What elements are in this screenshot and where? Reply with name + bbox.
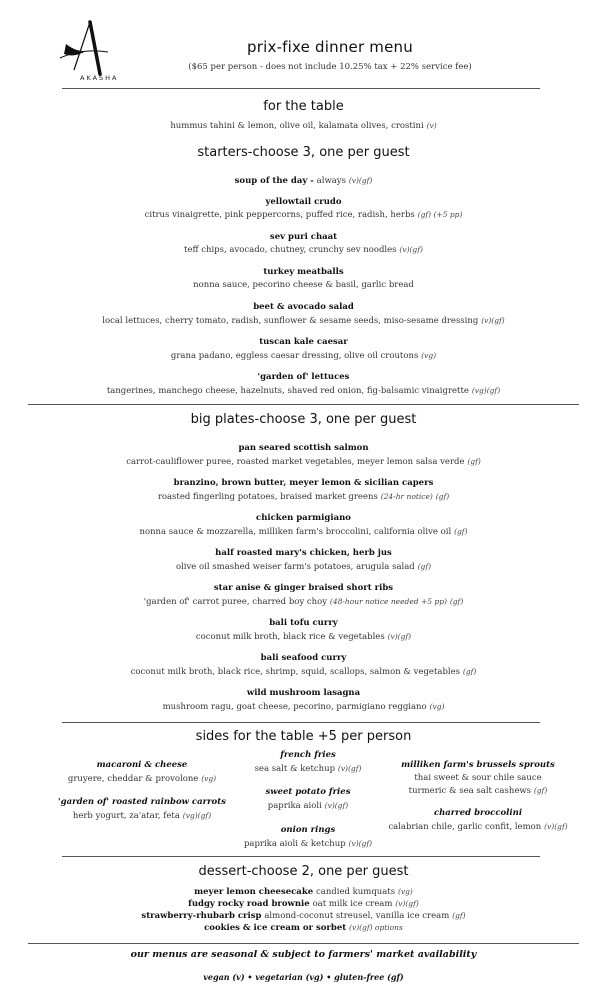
side-item-desc: sea salt & ketchup (v)(gf) [254, 764, 362, 774]
side-item-name: macaroni & cheese [96, 760, 188, 770]
section-heading-big-plates: big plates-choose 3, one per guest [190, 412, 417, 427]
side-item-desc: thai sweet & sour chile sauce [414, 773, 542, 783]
side-item-desc: turmeric & sea salt cashews (gf) [408, 786, 548, 796]
starter-item-name: sev puri chaat [269, 232, 338, 242]
side-item-name: onion rings [280, 825, 336, 835]
side-item-name: charred broccolini [433, 808, 523, 818]
dessert-item: cookies & ice cream or sorbet (v)(gf) options [204, 923, 403, 933]
side-item-desc: paprika aioli & ketchup (v)(gf) [243, 839, 373, 849]
side-item-name: sweet potato fries [265, 787, 351, 797]
akasha-logo-mark-icon [56, 18, 118, 80]
for-the-table-desc: hummus tahini & lemon, olive oil, kalamata olives, crostini (v) [170, 121, 437, 131]
divider [28, 404, 579, 405]
starter-item-desc: local lettuces, cherry tomato, radish, sunflower & sesame seeds, miso-sesame dressing (v)(gf) [102, 316, 505, 326]
starter-item-desc: tangerines, manchego cheese, hazelnuts, shaved red onion, fig-balsamic vinaigrette (vg)(gf) [106, 386, 501, 396]
starter-item: soup of the day - always (v)(gf) [234, 176, 373, 186]
starter-item-name: 'garden of' lettuces [257, 372, 350, 382]
menu-subtitle: ($65 per person - does not include 10.25% tax + 22% service fee) [188, 62, 472, 72]
menu-title: prix-fixe dinner menu [247, 38, 413, 56]
starter-item-desc: teff chips, avocado, chutney, crunchy sev noodles (v)(gf) [184, 245, 423, 255]
side-item-name: french fries [280, 750, 336, 760]
side-item-desc: gruyere, cheddar & provolone (vg) [67, 774, 217, 784]
starter-item-name: yellowtail crudo [265, 197, 342, 207]
side-item-desc: paprika aioli (v)(gf) [267, 801, 349, 811]
side-item-name: milliken farm's brussels sprouts [401, 760, 555, 770]
big-plate-desc: mushroom ragu, goat cheese, pecorino, parmigiano reggiano (vg) [162, 702, 445, 712]
dessert-item: meyer lemon cheesecake candied kumquats (vg) [194, 887, 413, 897]
akasha-logo [56, 18, 118, 90]
section-heading-starters: starters-choose 3, one per guest [197, 145, 410, 160]
big-plate-desc: 'garden of' carrot puree, charred boy choy (48-hour notice needed +5 pp) (gf) [143, 597, 464, 607]
side-item-desc: calabrian chile, garlic confit, lemon (v)(gf) [388, 822, 568, 832]
big-plate-name: branzino, brown butter, meyer lemon & sicilian capers [173, 478, 434, 488]
diet-legend: vegan (v) • vegetarian (vg) • gluten-free (gf) [203, 972, 404, 982]
starter-item-desc: citrus vinaigrette, pink peppercorns, puffed rice, radish, herbs (gf) (+5 pp) [144, 210, 463, 220]
section-heading-dessert: dessert-choose 2, one per guest [198, 864, 409, 879]
big-plate-name: bali seafood curry [260, 653, 347, 663]
section-heading-sides: sides for the table +5 per person [195, 729, 412, 744]
starter-item-desc: nonna sauce, pecorino cheese & basil, garlic bread [193, 280, 414, 290]
section-heading-for-the-table: for the table [263, 99, 344, 114]
divider [62, 722, 540, 723]
starter-item-name: tuscan kale caesar [259, 337, 348, 347]
big-plate-name: half roasted mary's chicken, herb jus [215, 548, 392, 558]
big-plate-desc: carrot-cauliflower puree, roasted market vegetables, meyer lemon salsa verde (gf) [126, 457, 481, 467]
big-plate-desc: roasted fingerling potatoes, braised market greens (24-hr notice) (gf) [157, 492, 450, 502]
brand-name: AKASHA [80, 74, 119, 82]
big-plate-name: pan seared scottish salmon [238, 443, 369, 453]
big-plate-name: wild mushroom lasagna [246, 688, 361, 698]
side-item-desc: herb yogurt, za'atar, feta (vg)(gf) [72, 811, 212, 821]
dessert-item: fudgy rocky road brownie oat milk ice cream (v)(gf) [188, 899, 419, 909]
starter-item-desc: grana padano, eggless caesar dressing, olive oil croutons (vg) [170, 351, 437, 361]
big-plate-desc: coconut milk broth, black rice, shrimp, squid, scallops, salmon & vegetables (gf) [130, 667, 477, 677]
divider [62, 88, 540, 89]
big-plate-desc: nonna sauce & mozzarella, milliken farm's broccolini, california olive oil (gf) [139, 527, 468, 537]
starter-item-name: beet & avocado salad [253, 302, 354, 312]
big-plate-name: bali tofu curry [269, 618, 338, 628]
big-plate-name: chicken parmigiano [256, 513, 351, 523]
big-plate-desc: coconut milk broth, black rice & vegetables (v)(gf) [195, 632, 412, 642]
big-plate-desc: olive oil smashed weiser farm's potatoes, arugula salad (gf) [175, 562, 432, 572]
seasonal-note: our menus are seasonal & subject to farmers' market availability [130, 949, 477, 960]
big-plate-name: star anise & ginger braised short ribs [213, 583, 394, 593]
dessert-item: strawberry-rhubarb crisp almond-coconut streusel, vanilla ice cream (gf) [141, 911, 466, 921]
side-item-name: 'garden of' roasted rainbow carrots [58, 797, 226, 807]
divider [28, 943, 579, 944]
divider [62, 856, 540, 857]
starter-item-name: turkey meatballs [263, 267, 344, 277]
